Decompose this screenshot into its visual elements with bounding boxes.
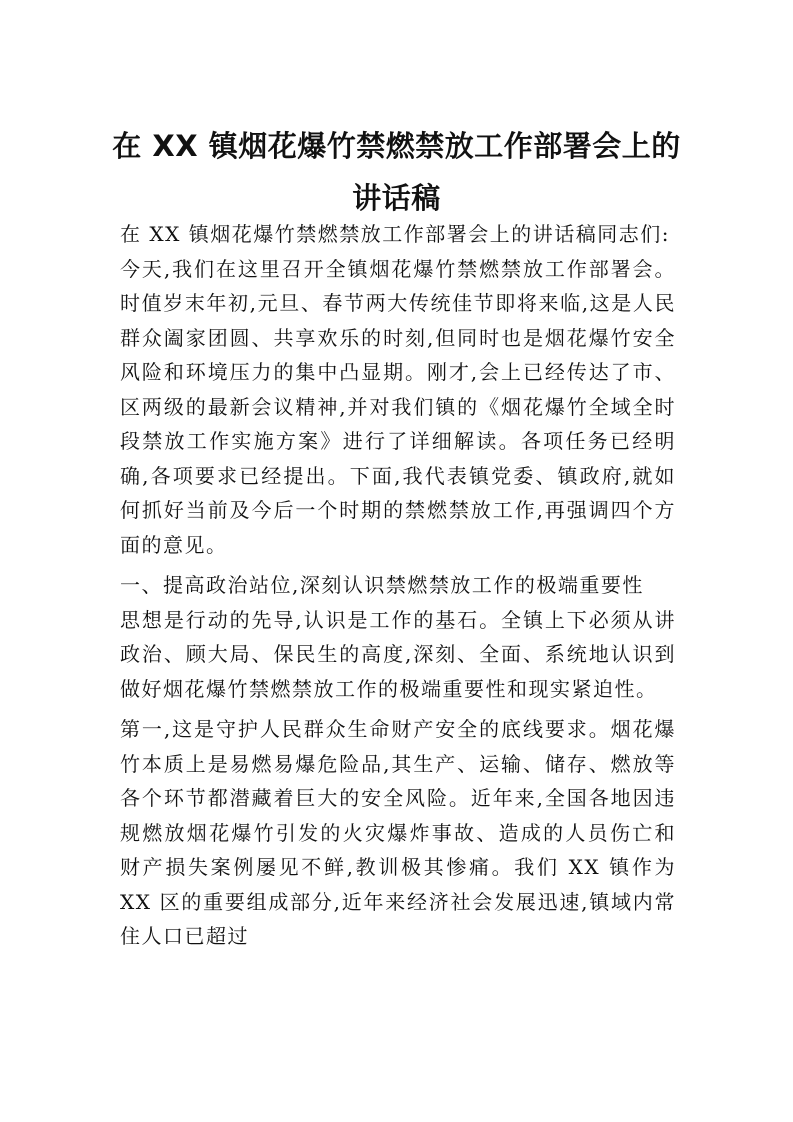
document-body [120,217,676,954]
title-line-1: 在 XX 镇烟花爆竹禁燃禁放工作部署会上的 [112,129,681,163]
body-paragraph: 思想是行动的先导,认识是工作的基石。全镇上下必须从讲政治、顾大局、保民生的高度,深刻、全面、系统地认识到做好烟花爆竹禁燃禁放工作的极端重要性和现实紧迫性。 [120,607,676,701]
section-heading-1: 一、提高政治站位,深刻认识禁燃禁放工作的极端重要性 [120,573,644,597]
document-title [100,120,693,224]
salutation-paragraph: 在 XX 镇烟花爆竹禁燃禁放工作部署会上的讲话稿同志们: [120,222,670,246]
intro-paragraph: 今天,我们在这里召开全镇烟花爆竹禁燃禁放工作部署会。时值岁末年初,元旦、春节两大传统佳节即将来临,这是人民群众阖家团圆、共享欢乐的时刻,但同时也是烟花爆竹安全风险和环境压力的集中凸显期。刚才,会上已经传达了市、区两级的最新会议精神,并对我们镇的《烟花爆竹全域全时段禁放工作实施方案》进行了详细解读。各项任务已经明确,各项要求已经提出。下面,我代表镇党委、镇政府,就如何抓好当前及今后一个时期的禁燃禁放工作,再强调四个方面的意见。 [120,256,676,557]
title-line-2: 讲话稿 [352,181,441,215]
body-paragraph-first-point: 第一,这是守护人民群众生命财产安全的底线要求。烟花爆竹本质上是易燃易爆危险品,其生产、运输、储存、燃放等各个环节都潜藏着巨大的安全风险。近年来,全国各地因违规燃放烟花爆竹引发的火灾爆炸事故、造成的人员伤亡和财产损失案例屡见不鲜,教训极其惨痛。我们 XX 镇作为 XX 区的重要组成部分,近年来经济社会发展迅速,镇域内常住人口已超过 [120,717,676,948]
